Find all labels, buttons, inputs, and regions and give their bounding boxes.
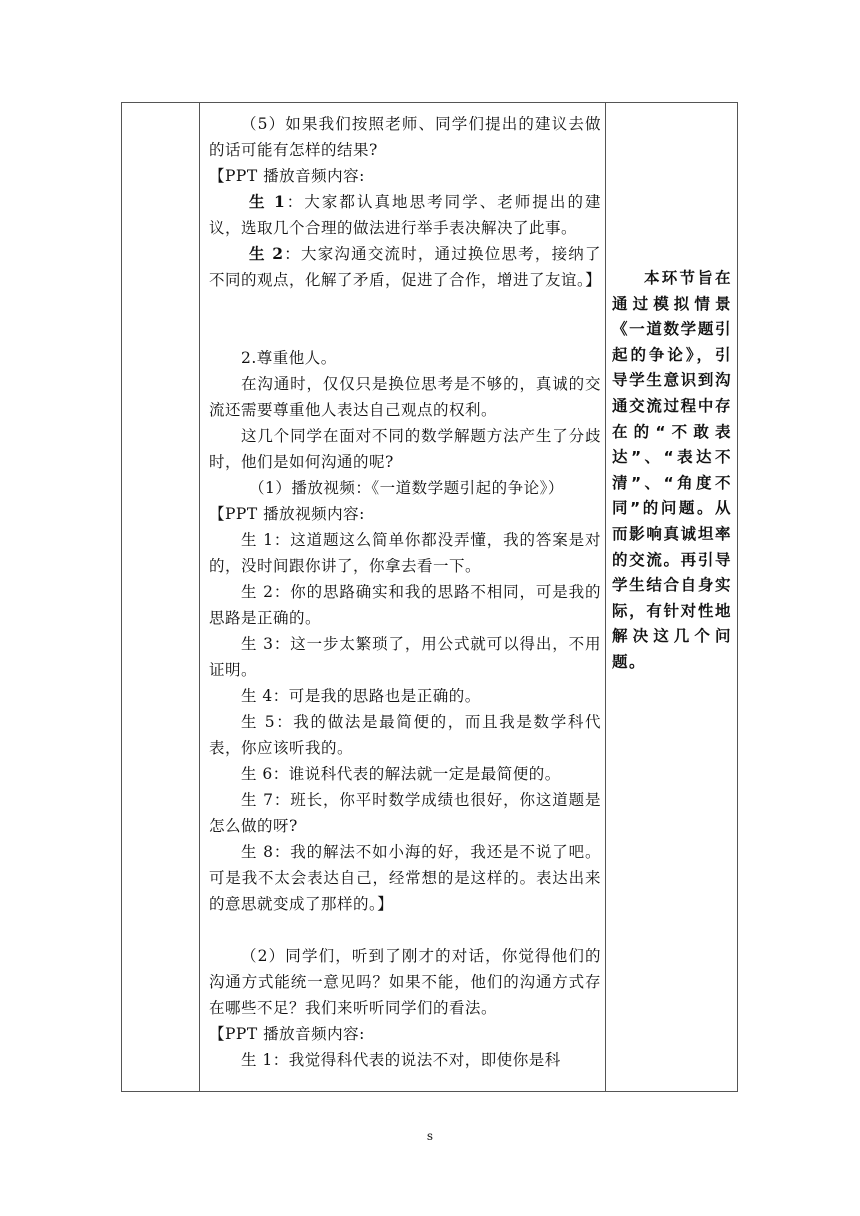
ppt-audio-label: 【PPT 播放音频内容: (209, 167, 365, 185)
student-2-text: ：大家沟通交流时，通过换位思考，接纳了不同的观点，化解了矛盾，促进了合作，增进了友谊。】 (209, 245, 602, 289)
student-1-response (209, 189, 601, 241)
column-divider (199, 103, 200, 1091)
dialog-line: 生 7：班长，你平时数学成绩也很好，你这道题是怎么做的呀? (209, 791, 601, 835)
student-2-response (209, 241, 601, 293)
student-1-label: 生 1 (249, 192, 286, 211)
ppt-audio-label-2: 【PPT 播放音频内容: (209, 1025, 365, 1043)
lesson-table (121, 102, 738, 1092)
student-2-label: 生 2 (249, 244, 284, 263)
dialog-line: 生 4：可是我的思路也是正确的。 (241, 687, 481, 705)
section-2-paragraph-2: 这几个同学在面对不同的数学解题方法产生了分歧时，他们是如何沟通的呢? (209, 427, 601, 471)
design-intent-text: 本环节旨在通过模拟情景《一道数学题引起的争论》，引导学生意识到沟通交流过程中存在的“不敢表达”、“表达不清”、“角度不同”的问题。从而影响真诚坦率的交流。再引导学生结合自身实际，有针对性地解决这几个问题。 (612, 269, 732, 671)
section-2-paragraph-1: 在沟通时，仅仅只是换位思考是不够的，真诚的交流还需要尊重他人表达自己观点的权利。 (209, 375, 601, 419)
dialog-line-last: 生 1：我觉得科代表的说法不对，即使你是科 (241, 1051, 561, 1069)
question-2: （2）同学们，听到了刚才的对话，你觉得他们的沟通方式能统一意见吗？如果不能，他们的沟通方式存在哪些不足？我们来听听同学们的看法。 (209, 947, 601, 1017)
video-item: （1）播放视频：《一道数学题引起的争论》） (249, 479, 564, 497)
column-divider (605, 103, 606, 1091)
dialog-line: 生 6：谁说科代表的解法就一定是最简便的。 (241, 765, 561, 783)
ppt-video-label: 【PPT 播放视频内容: (209, 505, 365, 523)
question-5: （5）如果我们按照老师、同学们提出的建议去做的话可能有怎样的结果? (209, 115, 601, 159)
dialog-line: 生 8：我的解法不如小海的好，我还是不说了吧。可是我不太会表达自己，经常想的是这样的。表达出来的意思就变成了那样的。】 (209, 843, 601, 913)
dialog-line: 生 5：我的做法是最简便的，而且我是数学科代表，你应该听我的。 (209, 713, 601, 757)
section-2-title: 2.尊重他人。 (241, 349, 337, 367)
dialog-line: 生 2：你的思路确实和我的思路不相同，可是我的思路是正确的。 (209, 583, 601, 627)
page-number: s (426, 1129, 434, 1143)
student-1-text: ：大家都认真地思考同学、老师提出的建议，选取几个合理的做法进行举手表决解决了此事。 (209, 193, 601, 237)
design-intent-note (612, 266, 732, 676)
dialog-line: 生 3：这一步太繁琐了，用公式就可以得出，不用证明。 (209, 635, 601, 679)
dialog-line: 生 1：这道题这么简单你都没弄懂，我的答案是对的，没时间跟你讲了，你拿去看一下。 (209, 531, 601, 575)
main-content-cell (209, 111, 601, 1073)
